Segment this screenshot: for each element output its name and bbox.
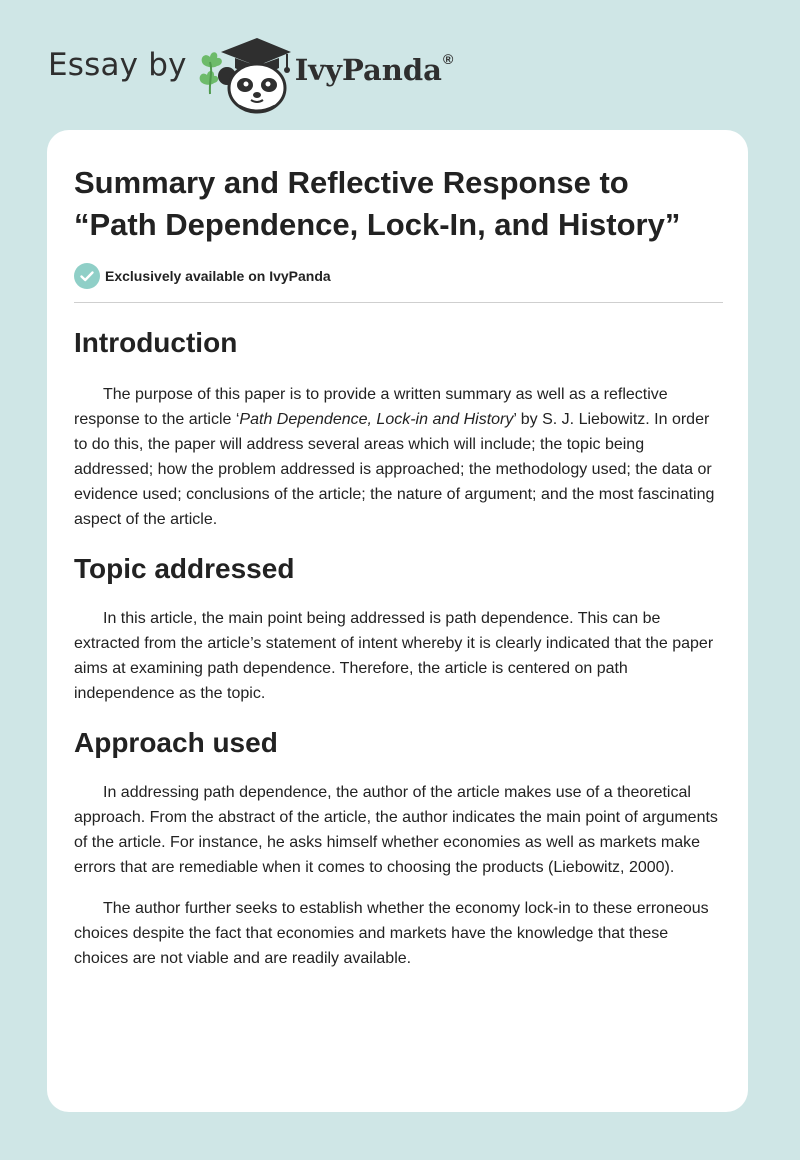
paragraph-topic-addressed: In this article, the main point being addressed is path dependence. This can be extracted from the article’s statement of intent whereby it is clearly indicated that the paper aims at examining path dependence. Therefore, the article is centered on path independence as the topic.: [74, 610, 714, 702]
exclusive-badge: [74, 263, 724, 289]
paragraph-approach-used-1: In addressing path dependence, the author of the article makes use of a theoretical approach. From the abstract of the article, the author indicates the main point of arguments of the article. For instance, he asks himself whether economies as well as markets make errors that are remediable when it comes to choosing the products (Liebowitz, 2000).: [74, 784, 718, 876]
paragraph-approach-used-2: The author further seeks to establish whether the economy lock-in to these erroneous choices despite the fact that economies and markets have the knowledge that these choices are not viable and are readily available.: [74, 900, 709, 967]
article-card: [47, 130, 748, 1112]
check-circle-icon: [74, 263, 100, 289]
section-heading-introduction: Introduction: [74, 327, 238, 358]
brand-label: IvyPanda: [294, 53, 442, 87]
exclusive-label: Exclusively available on IvyPanda: [105, 268, 331, 284]
divider: [74, 302, 723, 303]
paragraph-introduction: [74, 382, 724, 532]
section-heading-topic-addressed: Topic addressed: [74, 553, 295, 584]
article-content: [74, 162, 724, 971]
brand-name[interactable]: [295, 53, 453, 87]
ivypanda-logo-icon[interactable]: [197, 30, 293, 114]
intro-text-end: ’ by S. J. Liebowitz. In order to do this, the paper will address several areas which will include; the topic being addressed; how the problem addressed is approached; the methodology used; the data or evidence used; conclusions of the article; the nature of argument; and the most fascinating aspect of the article.: [74, 411, 715, 528]
intro-text-start: The purpose of this paper is to provide a written summary as well as a reflective response to the article ‘: [74, 386, 668, 428]
article-reference-title: Path Dependence, Lock-in and History: [239, 411, 514, 428]
site-header: [48, 30, 452, 114]
section-heading-approach-used: Approach used: [74, 727, 278, 758]
essay-by-label: Essay by: [48, 47, 187, 83]
registered-mark: ®: [442, 51, 454, 67]
article-title: Summary and Reflective Response to “Path Dependence, Lock-In, and History”: [74, 165, 681, 242]
